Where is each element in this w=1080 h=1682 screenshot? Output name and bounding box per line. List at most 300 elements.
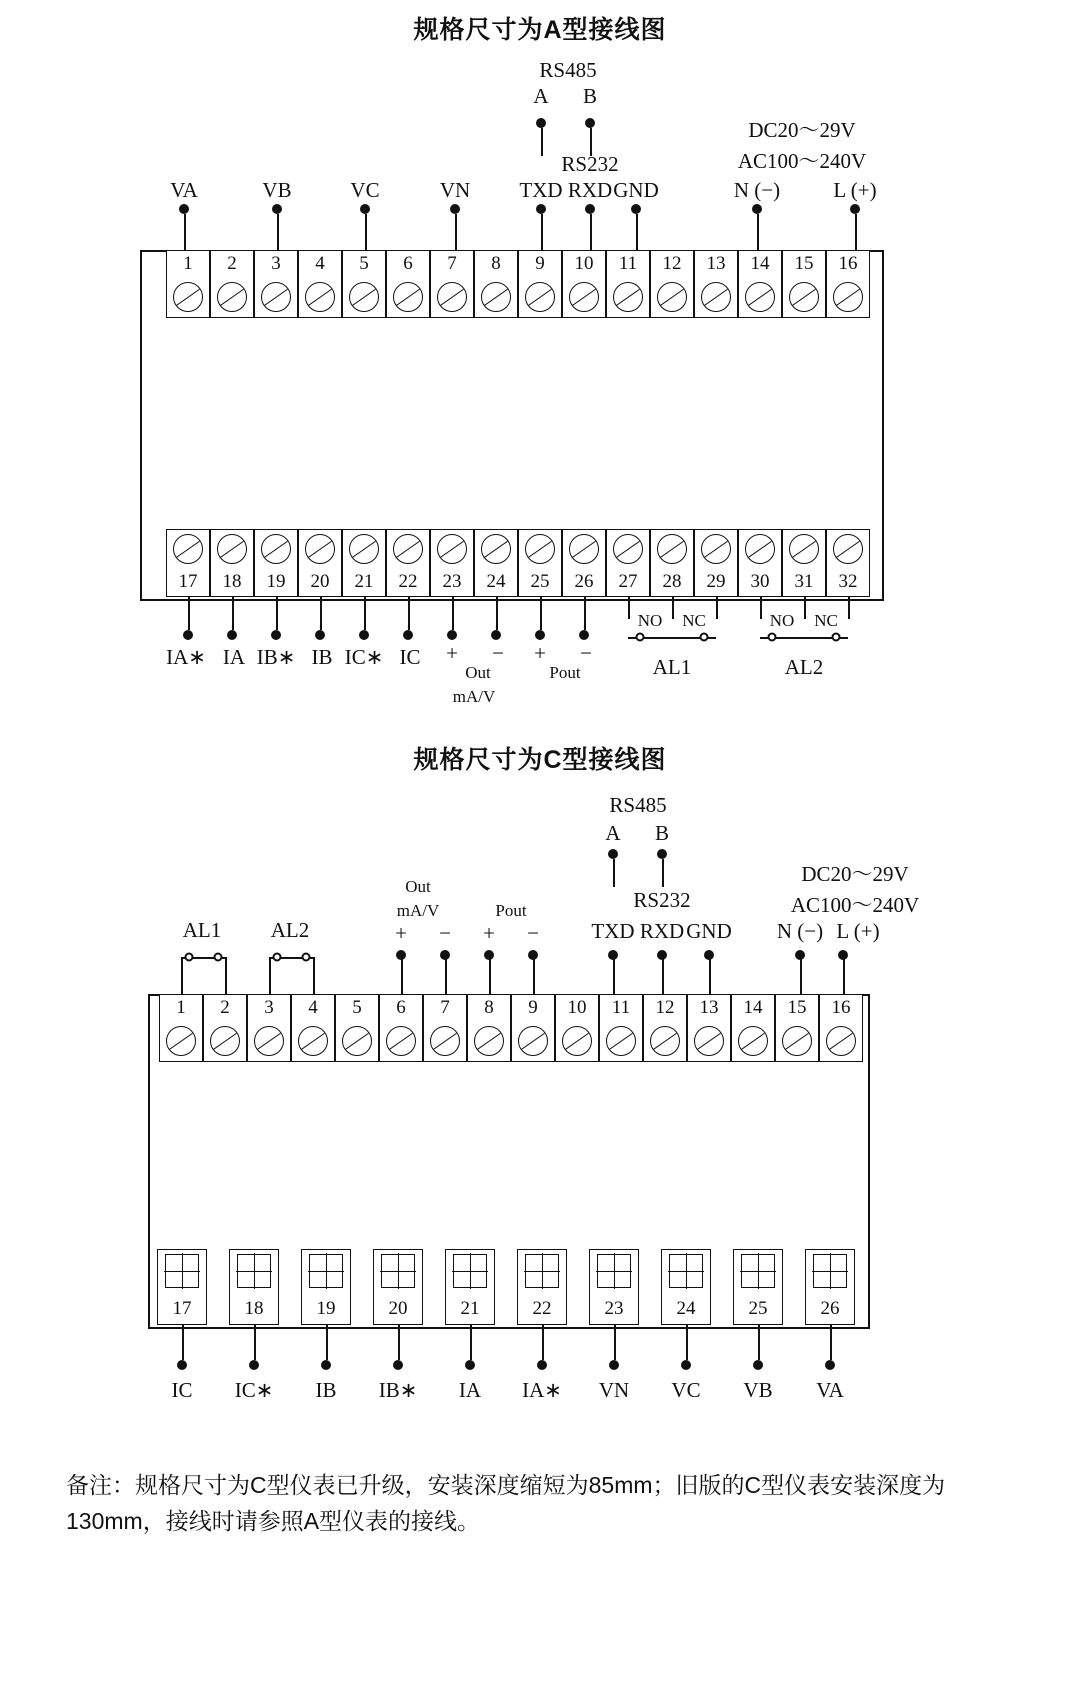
wire-dot-ib-c bbox=[321, 1360, 331, 1370]
wire-l-c bbox=[843, 957, 845, 994]
screw-icon bbox=[386, 1026, 416, 1056]
wire-dot-ib-star-a bbox=[271, 630, 281, 640]
screw-icon bbox=[474, 1026, 504, 1056]
out-name-label-a: Out bbox=[465, 663, 491, 682]
terminal-10[interactable] bbox=[562, 250, 606, 318]
terminal-number: 18 bbox=[222, 571, 242, 592]
screw-icon bbox=[518, 1026, 548, 1056]
pout-name-label-a: Pout bbox=[549, 663, 581, 682]
wire-dot-vn-c bbox=[609, 1360, 619, 1370]
out-plus-wire-c bbox=[401, 957, 403, 994]
screw-icon bbox=[782, 1026, 812, 1056]
terminal-10[interactable] bbox=[555, 994, 599, 1062]
terminal-24[interactable] bbox=[474, 529, 518, 597]
al1-no-contact bbox=[636, 633, 645, 642]
wire-gnd-c bbox=[709, 957, 711, 994]
rs232-title-a: RS232 bbox=[561, 152, 619, 176]
terminal-9[interactable] bbox=[511, 994, 555, 1062]
terminal-8[interactable] bbox=[474, 250, 518, 318]
terminal-22[interactable] bbox=[386, 529, 430, 597]
al1-nc-label: NC bbox=[682, 611, 706, 630]
al2-wire-30 bbox=[760, 597, 762, 619]
label-ia-c: IA bbox=[458, 1378, 482, 1402]
terminal-number: 26 bbox=[820, 1298, 840, 1319]
wire-dot-ia-star-c bbox=[537, 1360, 547, 1370]
wire-dot-ib-a bbox=[315, 630, 325, 640]
rs485-title-a: RS485 bbox=[539, 58, 597, 82]
wire-dot-ia-c bbox=[465, 1360, 475, 1370]
terminal-28[interactable] bbox=[650, 529, 694, 597]
screw-icon bbox=[437, 534, 467, 564]
out-plus-dot-c bbox=[396, 950, 406, 960]
terminal-number: 24 bbox=[486, 571, 506, 592]
wire-txd-a bbox=[541, 214, 543, 250]
wire-n-a bbox=[757, 214, 759, 250]
terminal-12[interactable] bbox=[643, 994, 687, 1062]
terminal-number: 10 bbox=[567, 997, 587, 1018]
label-vb-a: VB bbox=[262, 178, 292, 202]
screw-icon bbox=[657, 534, 687, 564]
terminal-number: 15 bbox=[787, 997, 807, 1018]
al1-name-label-c: AL1 bbox=[182, 918, 222, 942]
rs485-b-dot-a bbox=[585, 118, 595, 128]
terminal-number: 24 bbox=[676, 1298, 696, 1319]
label-txd-a: TXD bbox=[519, 178, 563, 202]
out-name-label-c: Out bbox=[405, 877, 431, 896]
al1-nc-contact bbox=[700, 633, 709, 642]
screw-icon bbox=[738, 1026, 768, 1056]
terminal-number: 23 bbox=[604, 1298, 624, 1319]
terminal-5[interactable] bbox=[335, 994, 379, 1062]
terminal-15[interactable] bbox=[782, 250, 826, 318]
wire-vn-c bbox=[614, 1325, 616, 1360]
terminal-number: 5 bbox=[359, 253, 369, 274]
wire-ic-a bbox=[408, 597, 410, 630]
rs485-a-wire-a bbox=[541, 128, 543, 156]
wire-dot-ic-star-a bbox=[359, 630, 369, 640]
al2-wire-31 bbox=[804, 597, 806, 619]
pout-plus-wire-c bbox=[489, 957, 491, 994]
terminal-strip-top-a bbox=[166, 250, 870, 318]
wire-vc-c bbox=[686, 1325, 688, 1360]
screw-icon bbox=[481, 534, 511, 564]
rs485-b-wire-c bbox=[662, 859, 664, 887]
terminal-26[interactable] bbox=[805, 1249, 855, 1325]
screw-icon bbox=[741, 1254, 775, 1288]
terminal-32[interactable] bbox=[826, 529, 870, 597]
terminal-6[interactable] bbox=[379, 994, 423, 1062]
wire-va-a bbox=[184, 214, 186, 250]
terminal-number: 6 bbox=[396, 997, 406, 1018]
label-gnd-a: GND bbox=[613, 178, 659, 202]
wire-vn-a bbox=[455, 214, 457, 250]
terminal-6[interactable] bbox=[386, 250, 430, 318]
screw-icon bbox=[826, 1026, 856, 1056]
terminal-number: 16 bbox=[831, 997, 851, 1018]
out-minus-wire-c bbox=[445, 957, 447, 994]
wire-dot-vn-a bbox=[450, 204, 460, 214]
label-ib-star-c: IB∗ bbox=[378, 1378, 418, 1402]
screw-icon bbox=[393, 282, 423, 312]
screw-icon bbox=[393, 534, 423, 564]
screw-icon bbox=[217, 534, 247, 564]
label-ib-c: IB bbox=[315, 1378, 337, 1402]
screw-icon bbox=[694, 1026, 724, 1056]
dc-range-label-a: DC20～29V bbox=[748, 118, 856, 142]
al2-no-contact bbox=[768, 633, 777, 642]
label-vb-c: VB bbox=[743, 1378, 773, 1402]
terminal-17[interactable] bbox=[157, 1249, 207, 1325]
label-n-a: N (−) bbox=[733, 178, 781, 202]
terminal-strip-bottom-a bbox=[166, 529, 870, 597]
terminal-number: 2 bbox=[220, 997, 230, 1018]
wire-dot-n-a bbox=[752, 204, 762, 214]
out-plus-label-c: + bbox=[395, 921, 407, 945]
terminal-30[interactable] bbox=[738, 529, 782, 597]
wire-dot-ic-star-c bbox=[249, 1360, 259, 1370]
wire-va-c bbox=[830, 1325, 832, 1360]
wire-ia-star-a bbox=[188, 597, 190, 630]
screw-icon bbox=[606, 1026, 636, 1056]
screw-icon bbox=[613, 282, 643, 312]
wire-dot-pout-minus-a bbox=[579, 630, 589, 640]
pout-minus-label-c: − bbox=[527, 921, 539, 945]
terminal-16[interactable] bbox=[826, 250, 870, 318]
screw-icon bbox=[597, 1254, 631, 1288]
terminal-number: 21 bbox=[354, 571, 374, 592]
screw-icon bbox=[305, 282, 335, 312]
label-ib-a: IB bbox=[311, 645, 333, 669]
label-ia-star-a: IA∗ bbox=[166, 645, 206, 669]
terminal-strip-bottom-c bbox=[157, 1249, 855, 1325]
wire-gnd-a bbox=[636, 214, 638, 250]
label-l-c: L (+) bbox=[836, 919, 880, 943]
screw-icon bbox=[613, 534, 643, 564]
terminal-number: 2 bbox=[227, 253, 237, 274]
wire-dot-vb-a bbox=[272, 204, 282, 214]
terminal-7[interactable] bbox=[430, 250, 474, 318]
screw-icon bbox=[173, 534, 203, 564]
wire-pout-minus-a bbox=[584, 597, 586, 630]
terminal-number: 4 bbox=[315, 253, 325, 274]
terminal-1[interactable] bbox=[159, 994, 203, 1062]
wire-dot-ic-c bbox=[177, 1360, 187, 1370]
terminal-number: 25 bbox=[530, 571, 550, 592]
out-minus-label-c: − bbox=[439, 921, 451, 945]
terminal-25[interactable] bbox=[733, 1249, 783, 1325]
terminal-number: 14 bbox=[750, 253, 770, 274]
terminal-number: 9 bbox=[528, 997, 538, 1018]
wire-rxd-c bbox=[662, 957, 664, 994]
wire-n-c bbox=[800, 957, 802, 994]
out-minus-dot-c bbox=[440, 950, 450, 960]
out-unit-label-a: mA/V bbox=[452, 687, 496, 706]
terminal-17[interactable] bbox=[166, 529, 210, 597]
wire-out-plus-a bbox=[452, 597, 454, 630]
rs485-a-wire-c bbox=[613, 859, 615, 887]
out-unit-label-c: mA/V bbox=[396, 901, 440, 920]
terminal-number: 20 bbox=[310, 571, 330, 592]
screw-icon bbox=[745, 534, 775, 564]
wire-dot-vc-c bbox=[681, 1360, 691, 1370]
screw-icon bbox=[165, 1254, 199, 1288]
pout-plus-label-c: + bbox=[483, 921, 495, 945]
screw-icon bbox=[813, 1254, 847, 1288]
terminal-12[interactable] bbox=[650, 250, 694, 318]
terminal-number: 19 bbox=[266, 571, 286, 592]
screw-icon bbox=[453, 1254, 487, 1288]
al2-wire-3-c bbox=[269, 957, 271, 994]
rs485-a-dot-c bbox=[608, 849, 618, 859]
terminal-4[interactable] bbox=[291, 994, 335, 1062]
terminal-number: 32 bbox=[838, 571, 858, 592]
terminal-number: 1 bbox=[183, 253, 193, 274]
label-l-a: L (+) bbox=[833, 178, 877, 202]
wire-dot-l-a bbox=[850, 204, 860, 214]
screw-icon bbox=[349, 534, 379, 564]
screw-icon bbox=[237, 1254, 271, 1288]
terminal-21[interactable] bbox=[445, 1249, 495, 1325]
wire-dot-out-plus-a bbox=[447, 630, 457, 640]
terminal-27[interactable] bbox=[606, 529, 650, 597]
terminal-16[interactable] bbox=[819, 994, 863, 1062]
al2-no-label: NO bbox=[769, 611, 795, 630]
wire-dot-gnd-a bbox=[631, 204, 641, 214]
screw-icon bbox=[669, 1254, 703, 1288]
al1-contact-c-left bbox=[185, 953, 194, 962]
label-txd-c: TXD bbox=[591, 919, 635, 943]
terminal-14[interactable] bbox=[738, 250, 782, 318]
screw-icon bbox=[569, 282, 599, 312]
terminal-23[interactable] bbox=[430, 529, 474, 597]
wire-dot-va-c bbox=[825, 1360, 835, 1370]
terminal-number: 3 bbox=[264, 997, 274, 1018]
wire-l-a bbox=[855, 214, 857, 250]
wire-dot-ia-star-a bbox=[183, 630, 193, 640]
terminal-8[interactable] bbox=[467, 994, 511, 1062]
screw-icon bbox=[569, 534, 599, 564]
screw-icon bbox=[562, 1026, 592, 1056]
label-va-c: VA bbox=[816, 1378, 844, 1402]
terminal-20[interactable] bbox=[373, 1249, 423, 1325]
label-ib-star-a: IB∗ bbox=[256, 645, 296, 669]
al2-name-label-c: AL2 bbox=[270, 918, 310, 942]
terminal-number: 15 bbox=[794, 253, 814, 274]
screw-icon bbox=[261, 282, 291, 312]
screw-icon bbox=[833, 282, 863, 312]
terminal-21[interactable] bbox=[342, 529, 386, 597]
terminal-14[interactable] bbox=[731, 994, 775, 1062]
wire-dot-vb-c bbox=[753, 1360, 763, 1370]
al2-nc-label: NC bbox=[814, 611, 838, 630]
terminal-18[interactable] bbox=[229, 1249, 279, 1325]
screw-icon bbox=[481, 282, 511, 312]
terminal-number: 6 bbox=[403, 253, 413, 274]
label-ic-c: IC bbox=[171, 1378, 193, 1402]
terminal-9[interactable] bbox=[518, 250, 562, 318]
screw-icon bbox=[210, 1026, 240, 1056]
terminal-4[interactable] bbox=[298, 250, 342, 318]
label-va-a: VA bbox=[170, 178, 198, 202]
terminal-13[interactable] bbox=[694, 250, 738, 318]
al1-wire-29 bbox=[716, 597, 718, 619]
al2-contact-c-left bbox=[273, 953, 282, 962]
wire-dot-vc-a bbox=[360, 204, 370, 214]
screw-icon bbox=[833, 534, 863, 564]
pout-minus-wire-c bbox=[533, 957, 535, 994]
al2-nc-contact bbox=[832, 633, 841, 642]
wire-rxd-a bbox=[590, 214, 592, 250]
terminal-number: 31 bbox=[794, 571, 814, 592]
terminal-number: 1 bbox=[176, 997, 186, 1018]
wire-ia-c bbox=[470, 1325, 472, 1360]
terminal-number: 19 bbox=[316, 1298, 336, 1319]
terminal-26[interactable] bbox=[562, 529, 606, 597]
al2-name-label: AL2 bbox=[784, 655, 824, 679]
screw-icon bbox=[789, 282, 819, 312]
terminal-3[interactable] bbox=[254, 250, 298, 318]
screw-icon bbox=[525, 1254, 559, 1288]
label-ia-a: IA bbox=[222, 645, 246, 669]
rs485-b-label-c: B bbox=[654, 821, 670, 845]
terminal-number: 16 bbox=[838, 253, 858, 274]
rs485-title-c: RS485 bbox=[609, 793, 667, 817]
al1-wire-2-c bbox=[225, 957, 227, 994]
terminal-number: 10 bbox=[574, 253, 594, 274]
terminal-2[interactable] bbox=[203, 994, 247, 1062]
label-ia-star-c: IA∗ bbox=[522, 1378, 562, 1402]
label-vc-a: VC bbox=[350, 178, 380, 202]
terminal-number: 13 bbox=[706, 253, 726, 274]
terminal-number: 22 bbox=[398, 571, 418, 592]
terminal-number: 7 bbox=[440, 997, 450, 1018]
terminal-strip-top-c bbox=[159, 994, 863, 1062]
wire-pout-plus-a bbox=[540, 597, 542, 630]
screw-icon bbox=[305, 534, 335, 564]
screw-icon bbox=[261, 534, 291, 564]
terminal-19[interactable] bbox=[301, 1249, 351, 1325]
wire-dot-va-a bbox=[179, 204, 189, 214]
terminal-number: 11 bbox=[611, 997, 631, 1018]
ac-range-label-a: AC100～240V bbox=[737, 149, 867, 173]
label-pout-plus-a: + bbox=[534, 641, 546, 665]
terminal-23[interactable] bbox=[589, 1249, 639, 1325]
wire-ic-star-a bbox=[364, 597, 366, 630]
screw-icon bbox=[166, 1026, 196, 1056]
wire-vb-a bbox=[277, 214, 279, 250]
wire-ia-star-c bbox=[542, 1325, 544, 1360]
screw-icon bbox=[430, 1026, 460, 1056]
label-vn-c: VN bbox=[598, 1378, 630, 1402]
terminal-19[interactable] bbox=[254, 529, 298, 597]
terminal-18[interactable] bbox=[210, 529, 254, 597]
wire-txd-c bbox=[613, 957, 615, 994]
terminal-29[interactable] bbox=[694, 529, 738, 597]
wire-ic-c bbox=[182, 1325, 184, 1360]
wire-dot-txd-a bbox=[536, 204, 546, 214]
screw-icon bbox=[650, 1026, 680, 1056]
screw-icon bbox=[381, 1254, 415, 1288]
terminal-number: 12 bbox=[655, 997, 675, 1018]
terminal-number: 8 bbox=[491, 253, 501, 274]
rs485-b-label-a: B bbox=[582, 84, 598, 108]
terminal-13[interactable] bbox=[687, 994, 731, 1062]
terminal-number: 8 bbox=[484, 997, 494, 1018]
screw-icon bbox=[309, 1254, 343, 1288]
terminal-11[interactable] bbox=[606, 250, 650, 318]
terminal-number: 26 bbox=[574, 571, 594, 592]
wire-dot-out-minus-a bbox=[491, 630, 501, 640]
screw-icon bbox=[701, 282, 731, 312]
terminal-1[interactable] bbox=[166, 250, 210, 318]
pout-name-label-c: Pout bbox=[495, 901, 527, 920]
terminal-11[interactable] bbox=[599, 994, 643, 1062]
label-ic-a: IC bbox=[399, 645, 421, 669]
terminal-number: 14 bbox=[743, 997, 763, 1018]
screw-icon bbox=[437, 282, 467, 312]
al1-contact-c-right bbox=[214, 953, 223, 962]
label-out-minus-a: − bbox=[492, 641, 504, 665]
wire-ia-a bbox=[232, 597, 234, 630]
label-rxd-c: RXD bbox=[639, 919, 685, 943]
screw-icon bbox=[657, 282, 687, 312]
ac-range-label-c: AC100～240V bbox=[790, 893, 920, 917]
terminal-31[interactable] bbox=[782, 529, 826, 597]
terminal-22[interactable] bbox=[517, 1249, 567, 1325]
wire-ib-star-c bbox=[398, 1325, 400, 1360]
footnote: 备注：规格尺寸为C型仪表已升级，安装深度缩短为85mm；旧版的C型仪表安装深度为130mm，接线时请参照A型仪表的接线。 bbox=[66, 1472, 946, 1534]
label-pout-minus-a: − bbox=[580, 641, 592, 665]
terminal-number: 7 bbox=[447, 253, 457, 274]
terminal-number: 27 bbox=[618, 571, 638, 592]
label-n-c: N (−) bbox=[776, 919, 824, 943]
pout-plus-dot-c bbox=[484, 950, 494, 960]
wire-vc-a bbox=[365, 214, 367, 250]
terminal-24[interactable] bbox=[661, 1249, 711, 1325]
wire-ib-a bbox=[320, 597, 322, 630]
label-vc-c: VC bbox=[671, 1378, 701, 1402]
terminal-number: 5 bbox=[352, 997, 362, 1018]
screw-icon bbox=[349, 282, 379, 312]
wire-ib-star-a bbox=[276, 597, 278, 630]
title-type-c: 规格尺寸为C型接线图 bbox=[413, 746, 667, 774]
terminal-7[interactable] bbox=[423, 994, 467, 1062]
screw-icon bbox=[342, 1026, 372, 1056]
terminal-number: 29 bbox=[706, 571, 726, 592]
wire-vb-c bbox=[758, 1325, 760, 1360]
terminal-number: 17 bbox=[172, 1298, 192, 1319]
terminal-number: 30 bbox=[750, 571, 770, 592]
terminal-15[interactable] bbox=[775, 994, 819, 1062]
terminal-3[interactable] bbox=[247, 994, 291, 1062]
terminal-number: 20 bbox=[388, 1298, 408, 1319]
screw-icon bbox=[217, 282, 247, 312]
label-rxd-a: RXD bbox=[567, 178, 613, 202]
al1-no-label: NO bbox=[637, 611, 663, 630]
terminal-5[interactable] bbox=[342, 250, 386, 318]
rs232-title-c: RS232 bbox=[633, 888, 691, 912]
terminal-20[interactable] bbox=[298, 529, 342, 597]
label-gnd-c: GND bbox=[686, 919, 732, 943]
screw-icon bbox=[173, 282, 203, 312]
terminal-number: 18 bbox=[244, 1298, 264, 1319]
label-ic-star-a: IC∗ bbox=[344, 645, 384, 669]
terminal-number: 11 bbox=[618, 253, 638, 274]
al2-contact-c-right bbox=[302, 953, 311, 962]
terminal-2[interactable] bbox=[210, 250, 254, 318]
wire-dot-ib-star-c bbox=[393, 1360, 403, 1370]
terminal-25[interactable] bbox=[518, 529, 562, 597]
